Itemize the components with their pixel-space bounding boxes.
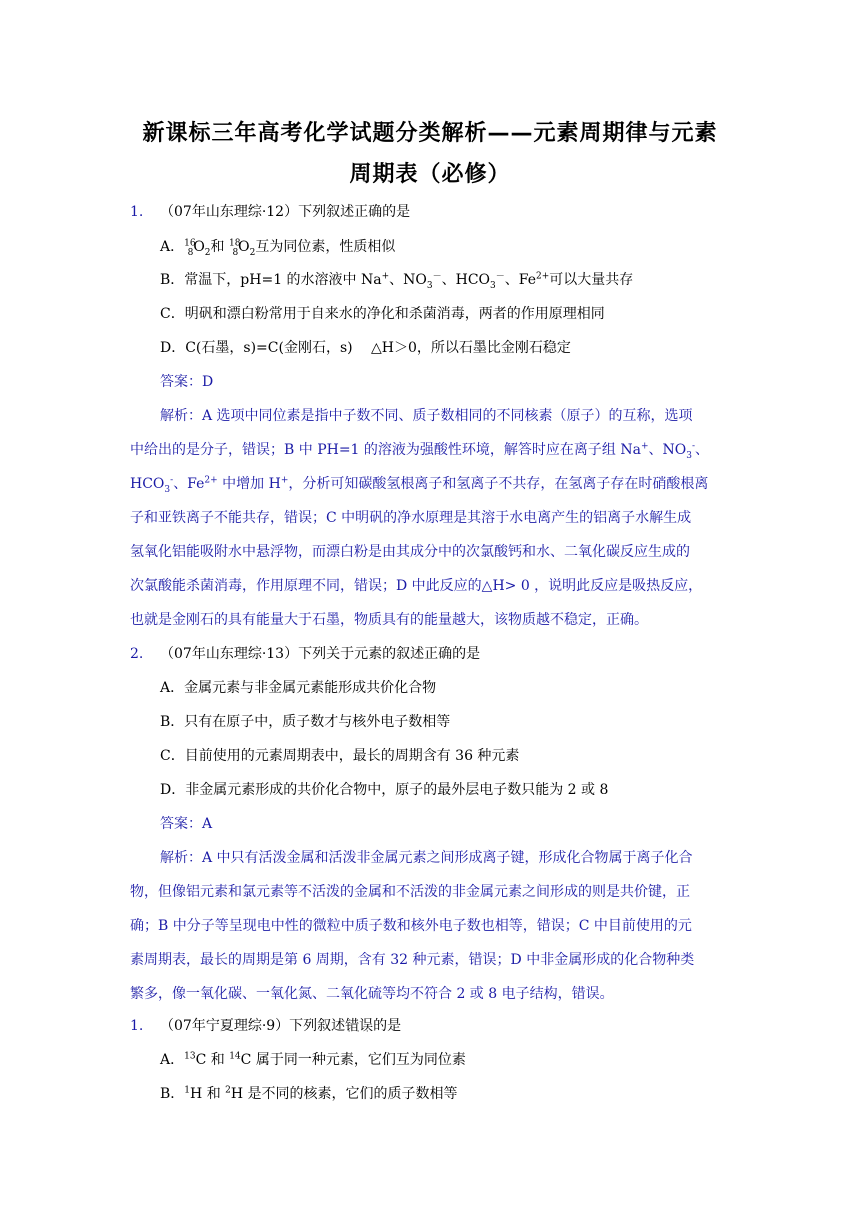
explanation-line: 中给出的是分子，错误；B 中 PH=1 的溶液为强酸性环境，解答时应在离子组 Na+、$NO_3^-$、 [130,441,710,461]
option-b: B．常温下，pH=1 的水溶液中 Na+、$NO_3^-$、$HCO_3^-$、$Fe^{2+}$可以大量共存 [160,271,634,291]
answer: 答案：A [160,816,213,832]
explanation-line: 素周期表，最长的周期是第 6 周期，含有 32 种元素，错误；D 中非金属形成的化合物种类 [130,952,695,968]
option-c: C．目前使用的元素周期表中，最长的周期含有 36 种元素 [160,748,520,764]
option-a: A．金属元素与非金属元素能形成共价化合物 [160,680,437,696]
emphasis-mark: 错误 · · · [345,1018,373,1034]
explanation-line: 次氯酸能杀菌消毒，作用原理不同，错误；D 中此反应的△H> 0 ，说明此反应是吸热反应， [130,578,703,594]
explanation-line: 也就是金刚石的具有能量大于石墨，物质具有的能量越大，该物质越不稳定，正确。 [130,612,648,628]
option-d: D．非金属元素形成的共价化合物中，原子的最外层电子数只能为 2 或 8 [160,782,609,798]
option-b: B．只有在原子中，质子数才与核外电子数相等 [160,714,451,730]
explanation-line: 氢氧化铝能吸附水中悬浮物，而漂白粉是由其成分中的次氯酸钙和水、二氧化碳反应生成的 [130,544,690,560]
document-title-line-2: 周期表（必修） [349,162,511,187]
question-number: 1. [130,204,144,220]
explanation-line: 解析：A 选项中同位素是指中子数不同、质子数相同的不同核素（原子）的互称，选项 [160,408,693,424]
question-stem: （07年山东理综·12）下列叙述正确的是 [160,204,411,220]
option-d: D．C(石墨，s)=C(金刚石，s) △H＞0，所以石墨比金刚石稳定 [160,340,571,356]
option-a: A．$^{16}_8O_2$和 $^{18}_8O_2$互为同位素，性质相似 [160,238,396,258]
option-c: C．明矾和漂白粉常用于自来水的净化和杀菌消毒，两者的作用原理相同 [160,306,605,322]
answer: 答案：D [160,374,214,390]
explanation-line: 解析：A 中只有活泼金属和活泼非金属元素之间形成离子键，形成化合物属于离子化合 [160,850,693,866]
explanation-line: 子和亚铁离子不能共存，错误；C 中明矾的净水原理是其溶于水电离产生的铝离子水解生成 [130,510,692,526]
document-title-line-1: 新课标三年高考化学试题分类解析——元素周期律与元素 [142,121,718,146]
question-stem: （07年山东理综·13）下列关于元素的叙述正确的是 [160,646,481,662]
option-b: B．$^1$H 和 $^2$H 是不同的核素，它们的质子数相等 [160,1085,458,1102]
question-stem: （07年宁夏理综·9）下列叙述错误 · · ·的是 [160,1016,401,1036]
explanation-line: 确；B 中分子等呈现电中性的微粒中质子数和核外电子数也相等，错误；C 中目前使用的元 [130,918,692,934]
option-a: A．$^{13}$C 和 $^{14}$C 属于同一种元素，它们互为同位素 [160,1051,466,1068]
question-number: 2. [130,646,144,662]
question-number: 1. [130,1018,144,1034]
explanation-line: 物，但像铝元素和氯元素等不活泼的金属和不活泼的非金属元素之间形成的则是共价键，正 [130,884,690,900]
explanation-line: 繁多，像一氧化碳、一氧化氮、二氧化硫等均不符合 2 或 8 电子结构，错误。 [130,986,614,1002]
explanation-line: $HCO_3^-$、$Fe^{2+}$ 中增加 H+，分析可知碳酸氢根离子和氢离子不共存，在氢离子存在时硝酸根离 [130,475,709,495]
